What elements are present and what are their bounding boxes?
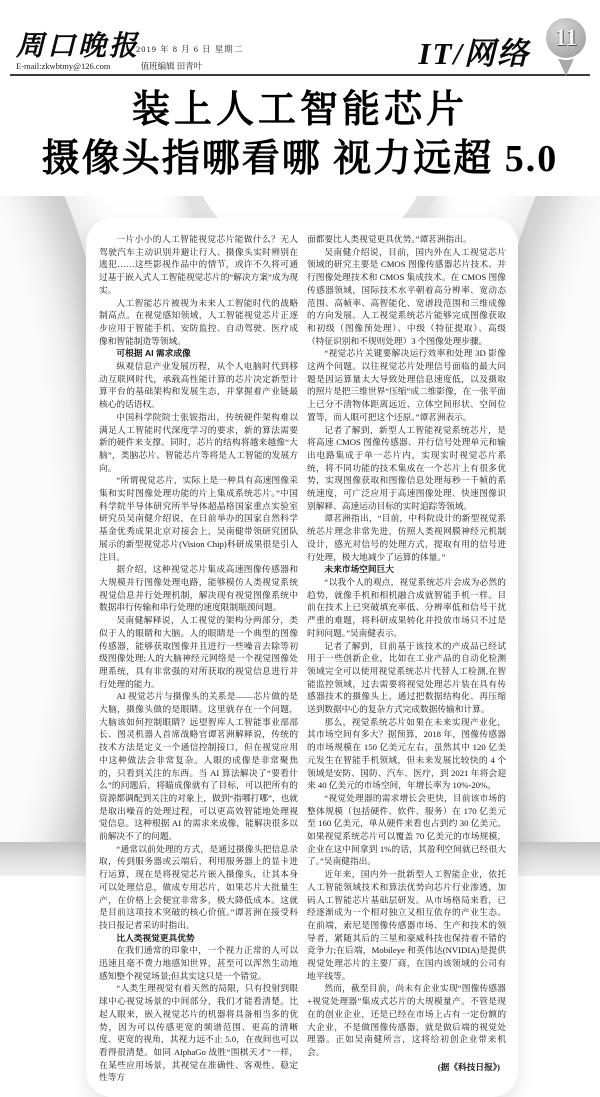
article-paragraph: 纵观信息产业发展历程，从个人电脑时代到移动互联网时代，承载高性能计算的芯片决定新型计算平台的基础架构和发展生态，并掌握着产业链最核心的话语权。 <box>99 361 298 410</box>
article-panel <box>86 218 518 1097</box>
section-heading: 未来市场空间巨大 <box>324 564 394 575</box>
article-paragraph: 据介绍，这种视觉芯片集成高速图像传感器和大规模并行图像处理电路，能够模仿人类视觉系统视觉信息并行处理机制，解决现有视觉图像系统中数据串行传输和串行处理的速度限制瓶颈问题。 <box>99 564 298 613</box>
source-attribution: (据《科技日报》) <box>437 1061 500 1072</box>
article-headline <box>0 86 600 184</box>
contact-line <box>16 60 202 72</box>
article-paragraph: “通常以前处理的方式，是通过摄像头把信息录取，传到服务器或云端后，利用服务器上的显卡进行运算，现在是将视觉芯片嵌入摄像头，让其本身可以处理信息，做成专用芯片，如果芯片大批量生产，在价格上会便宜非常多，极大降低成本。这就是目前这项技术突破的核心价值。”谭茗洲在接受科技日报记者采访时指出。 <box>99 843 298 930</box>
article-paragraph: 吴南健解释说，人工视觉的架构分两部分，类似于人的眼睛和大脑。人的眼睛是一个典型的图像传感器，能够获取图像并且进行一些噪音去除等初级图像处理;人的大脑神经元网络是一个视觉图像处理系统，具有非常强的对所获取的视觉信息进行并行处理的能力。 <box>99 615 298 689</box>
article-paragraph: 然而，截至目前，尚未有企业实现“图像传感器+视觉处理器”集成式芯片的大规模量产。不管是现在的创业企业，还是已经在市场上占有一定份额的大企业，不是做图像传感器，就是做后端的视觉处理器。正如吴南健所言，这将给初创企业带来机会。 <box>307 983 506 1057</box>
article-column-left <box>99 233 298 1084</box>
article-paragraph: AI 视觉芯片与摄像头的关系是——芯片做的是大脑，摄像头做的是眼睛。这里就存在一个问题，大脑该如何控制眼睛？远望智库人工智能事业部部长、图灵机器人首席战略官谭茗洲解释说，传统的技术方法是定义一个通信控制接口，但在视觉应用中这种做法会非常复杂。人眼的成像是非常聚焦的，只看到关注的东西。当 AI 算法解决了“要看什么”的问题后，将瞄成像就有了目标，可以把所有的资源都调配到关注的对象上，做到“指哪打哪”，也就是取出噪音的处理过程，可以更高效智能地处理视觉信息。这种根据 AI 的需求来成像，能解决很多以前解决不了的问题。 <box>99 691 298 842</box>
section-title: IT/网络 <box>418 36 530 71</box>
headline-line-1: 装上人工智能芯片 <box>131 89 468 131</box>
newspaper-masthead: 周口晚报 <box>16 31 141 62</box>
newspaper-header <box>0 22 600 76</box>
article-paragraph: 记者了解到，新型人工智能视觉系统芯片，是将高速 CMOS 图像传感器、并行信号处理单元和输出电路集成于单一芯片内，实现实时视觉芯片系统，将不同功能的技术集成在一个芯片上有很多优势，实现图像获取和图像信息处理每秒一千帧的系统速度，可广泛应用于高速图像处理、快速图像识别解释、高速运动目标的实时追踪等领域。 <box>307 424 506 511</box>
article-paragraph: 人工智能芯片被视为未来人工智能时代的战略制高点。在视觉感知领域，人工智能视觉芯片正逐步应用于智能手机、安防监控、自动驾驶、医疗成像和智能制造等领域。 <box>99 297 298 346</box>
email-text: E-mail:zkwbtmy@126.com <box>16 61 111 71</box>
article-paragraph: “人类生理视觉有着天然的局限，只有投射到眼球中心视觉场景的中间部分，我们才能看清楚。比起人眼来，嵌入视觉芯片的机器将具备相当多的优势，因为可以传感更宽的频谱范围、更高的清晰度、更宽的视角，其视力远不止 5.0，在夜间也可以看得很清楚。如同 AlphaGo 战胜“围棋天才”一样，在某些应用场景，其视觉在准确性、客观性、稳定性等方 <box>99 983 298 1083</box>
article-columns <box>99 233 506 1084</box>
pin-circle-icon <box>544 16 588 60</box>
article-paragraph: 在我们通常的印象中，一个视力正常的人可以迅速且毫不费力地感知世界，甚至可以浑然生动地感知整个视觉场景;但其实这只是一个错觉。 <box>99 945 298 981</box>
article-paragraph: 那么，视觉系统芯片如果在未来实现产业化，其市场空间有多大？据预算，2018 年，图像传感器的市场规模在 150 亿美元左右，虽然其中 120 亿美元发生在智能手机领域，但未来发展比较快的 4 个领域是安防、国防、汽车、医疗，到 2021 年将会迎来 40 亿美元的市场空间，年增长率为 10%-20%。 <box>307 716 506 791</box>
article-paragraph: 一片小小的人工智能视觉芯片能做什么？无人驾驶汽车主动识别并避让行人、摄像头实时辨别在逃犯……这些影视作品中的情节，或许不久将可通过基于嵌入式人工智能视觉芯片的“解决方案”成为现实。 <box>99 234 298 295</box>
article-paragraph: 记者了解到，目前基于该技术的产成品已经试用于一些创新企业，比如在工业产品的自动化检测领域完全可以使用视觉系统芯片代替人工检测,在智能监控领域，过去需要将视觉处理芯片装在具有传感器技术的摄像头上，通过把数据结构化、再压缩送到数据中心的复杂方式完成数据传输和计算。 <box>307 640 506 715</box>
article-column-right <box>307 233 506 1084</box>
header-divider <box>10 74 590 76</box>
issue-date: 2019 年 8 月 6 日 星期二 <box>136 44 244 54</box>
section-heading: 比人类视觉更具优势 <box>116 932 195 943</box>
page-number-pin-icon <box>542 16 590 80</box>
duty-editor: 值班编辑 田青叶 <box>140 61 203 71</box>
article-paragraph: 谭茗洲指出，“目前，中科院设计的新型视觉系统芯片理念非常先进，仿照人类视网膜神经元机制设计，感光对信号的处理方式，提取有用的信号进行处理，极大地减少了运算的体量。” <box>307 513 506 562</box>
article-paragraph: 近年来，国内外一批新型人工智能企业，依托人工智能领域技术和算法优势向芯片行业渗透，加码人工智能芯片基础层研发。从市场格局来看，已经逐渐成为一个相对独立又相互依存的产业生态。在前端，索尼是图像传感器市场、生产和技术的领导者，紧随其后的三星和豪威科技也保持着不错的竞争力;在后端，Mobileye 和英伟达(NVIDIA)是提供视觉处理芯片的主要厂商，在国内该领域的公司有地平线等。 <box>307 869 506 981</box>
article-paragraph: “以我个人的观点，视觉系统芯片会成为必然的趋势，就像手机和相机融合成就智能手机一样。目前在技术上已突破填充率低、分辨率低和信号干扰严重的难题，将科研成果转化并投放市场只不过是时间问题。”吴南健表示。 <box>307 576 506 638</box>
page-number: 11 <box>554 24 578 51</box>
headline-line-2: 摄像头指哪看哪 视力远超 5.0 <box>41 138 559 180</box>
article-paragraph: 面都要比人类视觉更具优势。”谭茗洲指出。 <box>307 234 472 244</box>
article-paragraph: “视觉芯片关键要解决运行效率和处理 3D 影像这两个问题。以往视觉芯片处理信号面临的最大问题是因运算量太大导致处理信息速度低，以及摄取的照片是把三维世界“压缩”成二维影像，在一张平面上已分不清物体距离远近、立体空间形状、空间位置等，而人眼可把这个还原。”谭茗洲表示。 <box>307 348 506 422</box>
article-paragraph: 吴南健介绍说，目前，国内外在人工视觉芯片领域的研究主要是 CMOS 图像传感器芯片技术、并行图像处理技术和 CMOS 集成技术。在 CMOS 图像传感器领域，国际技术水平朝着高分辨率、宽动态范围、高帧率、高智能化、宽谱段范围和三维成像的方向发展。人工视觉系统芯片能够完成图像获取和初级（图像预处理）、中级（特征提取）、高级（特征识别和不规则处理）3 个图像处理步骤。 <box>307 246 506 346</box>
article-paragraph: “视觉处理器的需求增长会更快，目前该市场的整体规模（包括硬件、软件、服务）在 170 亿美元至 160 亿美元，单从硬件来看也占到约 30 亿美元。如果视觉系统芯片可以覆盖 70 亿美元的市场规模，企业在这中间拿到 1%的话，其盈利空间就已经很大了。”吴南健指出。 <box>307 792 506 867</box>
article-paragraph: “所谓视觉芯片，实际上是一种具有高速图像采集和实时图像处理功能的片上集成系统芯片。”中国科学院半导体研究所半导体超晶格国家重点实验室研究员吴南健介绍说，在日前举办的国家自然科学基金优秀成果北京对接会上，吴南健带领研究团队展示的新型视觉芯片(Vision Chip)科研成果很是引人注目。 <box>99 475 298 562</box>
section-heading: 可根据 AI 需求成像 <box>116 348 191 359</box>
article-paragraph: 中国科学院院士张钹指出，传统硬件架构难以满足人工智能时代深度学习的要求，新的算法需要新的硬件来支撑。同时，芯片的结构将越来越像“大脑”，类脑芯片、智能芯片等将是人工智能的发展方向。 <box>99 411 298 473</box>
